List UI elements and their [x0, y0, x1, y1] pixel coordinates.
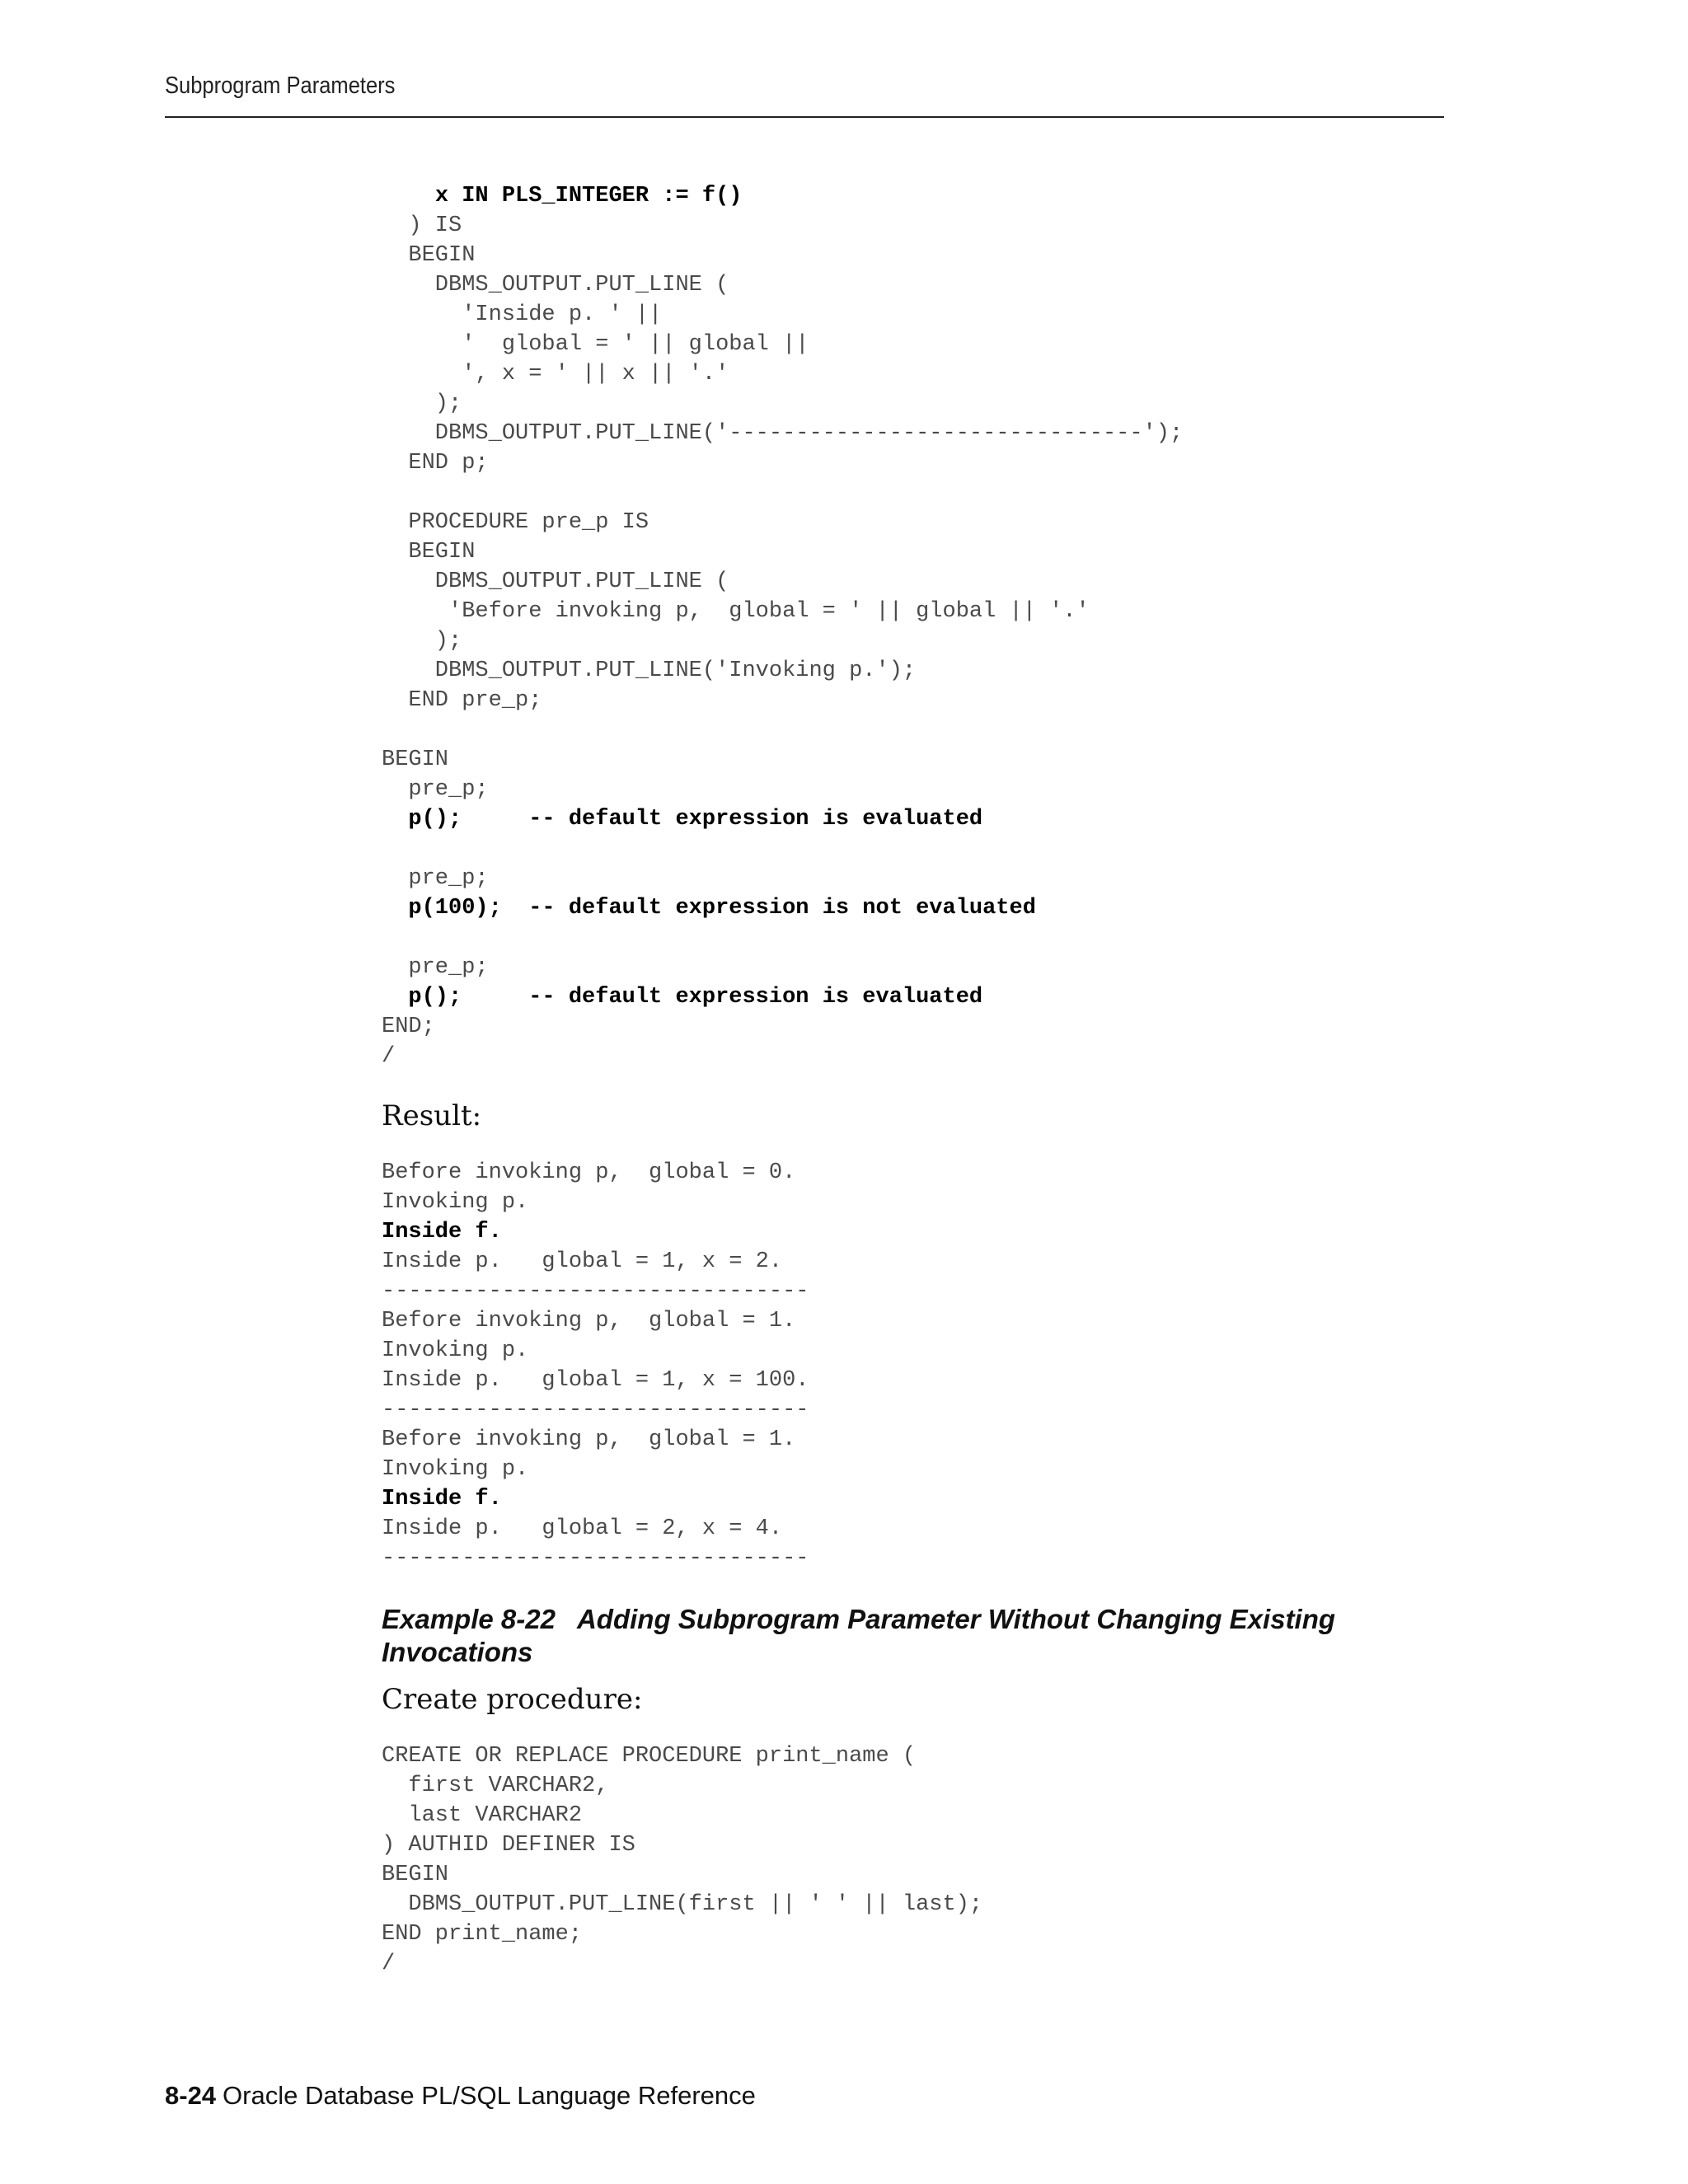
code-line: [382, 866, 489, 891]
code-text: /: [382, 1044, 396, 1069]
code-line: [382, 1398, 809, 1422]
code-line: [382, 1744, 916, 1769]
code-text: BEGIN: [382, 1863, 449, 1887]
code-text: last VARCHAR2: [382, 1803, 583, 1828]
code-text: [382, 985, 408, 1010]
code-line: [382, 213, 462, 238]
code-text: );: [382, 391, 462, 416]
code-line: [382, 302, 662, 327]
example-title: [382, 1603, 1387, 1669]
code-line: [382, 896, 1036, 921]
code-text: PROCEDURE pre_p IS: [382, 510, 649, 535]
code-text: ' global = ' || global ||: [382, 332, 809, 357]
code-text: first VARCHAR2,: [382, 1774, 609, 1798]
code-text: [382, 184, 435, 209]
code-text: BEGIN: [382, 748, 449, 772]
code-text: [382, 807, 408, 832]
code-line: [382, 1044, 395, 1069]
code-text: END;: [382, 1015, 435, 1039]
code-line: [382, 1249, 782, 1274]
page-number: 8-24: [165, 2081, 217, 2110]
code-line: [382, 1833, 635, 1858]
code-line: [382, 1952, 395, 1976]
code-text: DBMS_OUTPUT.PUT_LINE (: [382, 273, 729, 298]
code-line: [382, 1922, 582, 1947]
code-line: [382, 955, 489, 980]
code-line: [382, 1892, 982, 1917]
code-listing-print-name: [382, 1741, 982, 1979]
code-line: [382, 332, 809, 357]
code-line: [382, 807, 982, 832]
code-line: [382, 1516, 782, 1541]
code-text: Before invoking p, global = 1.: [382, 1427, 796, 1452]
code-line: [382, 629, 462, 654]
running-header: Subprogram Parameters: [165, 73, 396, 99]
code-line: [382, 1190, 528, 1215]
code-text: Invoking p.: [382, 1338, 529, 1363]
code-line: [382, 184, 742, 209]
code-text: ) AUTHID DEFINER IS: [382, 1833, 635, 1858]
code-highlight: p(100); -- default expression is not evaluated: [408, 896, 1036, 921]
page-footer: [165, 2081, 756, 2111]
code-text: --------------------------------: [382, 1279, 809, 1304]
code-line: [382, 451, 489, 476]
code-text: 'Before invoking p, global = ' || global || '.': [382, 599, 1090, 624]
code-text: Inside p. global = 2, x = 4.: [382, 1516, 783, 1541]
code-line: [382, 1368, 809, 1393]
code-line: [382, 569, 729, 594]
code-text: /: [382, 1952, 396, 1976]
code-line: [382, 1457, 528, 1482]
code-text: DBMS_OUTPUT.PUT_LINE (: [382, 569, 729, 594]
code-text: DBMS_OUTPUT.PUT_LINE('Invoking p.');: [382, 658, 917, 683]
code-text: Inside p. global = 1, x = 2.: [382, 1249, 783, 1274]
code-text: ) IS: [382, 213, 462, 238]
code-text: ', x = ' || x || '.': [382, 362, 729, 387]
code-text: --------------------------------: [382, 1398, 809, 1422]
example-title-text: Adding Subprogram Parameter Without Changing Existing Invocations: [382, 1604, 1336, 1667]
code-text: END pre_p;: [382, 688, 542, 713]
example-number: Example 8-22: [382, 1604, 556, 1634]
code-line: [382, 1546, 809, 1571]
code-line: [382, 510, 649, 535]
code-text: pre_p;: [382, 955, 489, 980]
code-line: [382, 748, 448, 772]
code-text: CREATE OR REPLACE PROCEDURE print_name (: [382, 1744, 917, 1769]
code-listing-continuation: [382, 181, 1183, 1071]
code-text: END print_name;: [382, 1922, 583, 1947]
result-output: [382, 1158, 809, 1573]
code-highlight: Inside f.: [382, 1487, 502, 1511]
create-procedure-label: Create procedure:: [382, 1683, 643, 1716]
code-text: Before invoking p, global = 1.: [382, 1309, 796, 1333]
code-line: [382, 1487, 502, 1511]
code-line: [382, 1160, 795, 1185]
code-line: [382, 1774, 608, 1798]
code-line: [382, 1015, 435, 1039]
code-text: );: [382, 629, 462, 654]
code-line: [382, 1803, 582, 1828]
code-line: [382, 658, 916, 683]
code-text: BEGIN: [382, 243, 476, 268]
code-line: [382, 273, 729, 298]
code-text: pre_p;: [382, 866, 489, 891]
book-title: Oracle Database PL/SQL Language Reference: [223, 2081, 756, 2110]
code-text: DBMS_OUTPUT.PUT_LINE('-------------------------------');: [382, 421, 1184, 446]
code-highlight: p(); -- default expression is evaluated: [408, 985, 983, 1010]
code-line: [382, 391, 462, 416]
code-line: [382, 1309, 795, 1333]
header-rule: [165, 116, 1444, 118]
code-line: [382, 688, 542, 713]
code-line: [382, 599, 1090, 624]
code-text: [382, 896, 408, 921]
code-highlight: x IN PLS_INTEGER := f(): [434, 184, 743, 209]
result-label: Result:: [382, 1099, 482, 1132]
code-highlight: Inside f.: [382, 1220, 502, 1244]
code-text: Before invoking p, global = 0.: [382, 1160, 796, 1185]
code-text: 'Inside p. ' ||: [382, 302, 663, 327]
code-text: DBMS_OUTPUT.PUT_LINE(first || ' ' || last);: [382, 1892, 983, 1917]
code-line: [382, 362, 729, 387]
code-line: [382, 243, 475, 268]
code-line: [382, 540, 475, 565]
code-text: Inside p. global = 1, x = 100.: [382, 1368, 809, 1393]
code-line: [382, 1220, 502, 1244]
code-text: Invoking p.: [382, 1190, 529, 1215]
code-text: END p;: [382, 451, 489, 476]
code-text: pre_p;: [382, 777, 489, 802]
code-line: [382, 985, 982, 1010]
code-line: [382, 1338, 528, 1363]
code-line: [382, 777, 489, 802]
code-line: [382, 1427, 795, 1452]
code-highlight: p(); -- default expression is evaluated: [408, 807, 983, 832]
code-text: Invoking p.: [382, 1457, 529, 1482]
code-text: --------------------------------: [382, 1546, 809, 1571]
code-text: BEGIN: [382, 540, 476, 565]
code-line: [382, 1863, 448, 1887]
code-line: [382, 421, 1183, 446]
code-line: [382, 1279, 809, 1304]
